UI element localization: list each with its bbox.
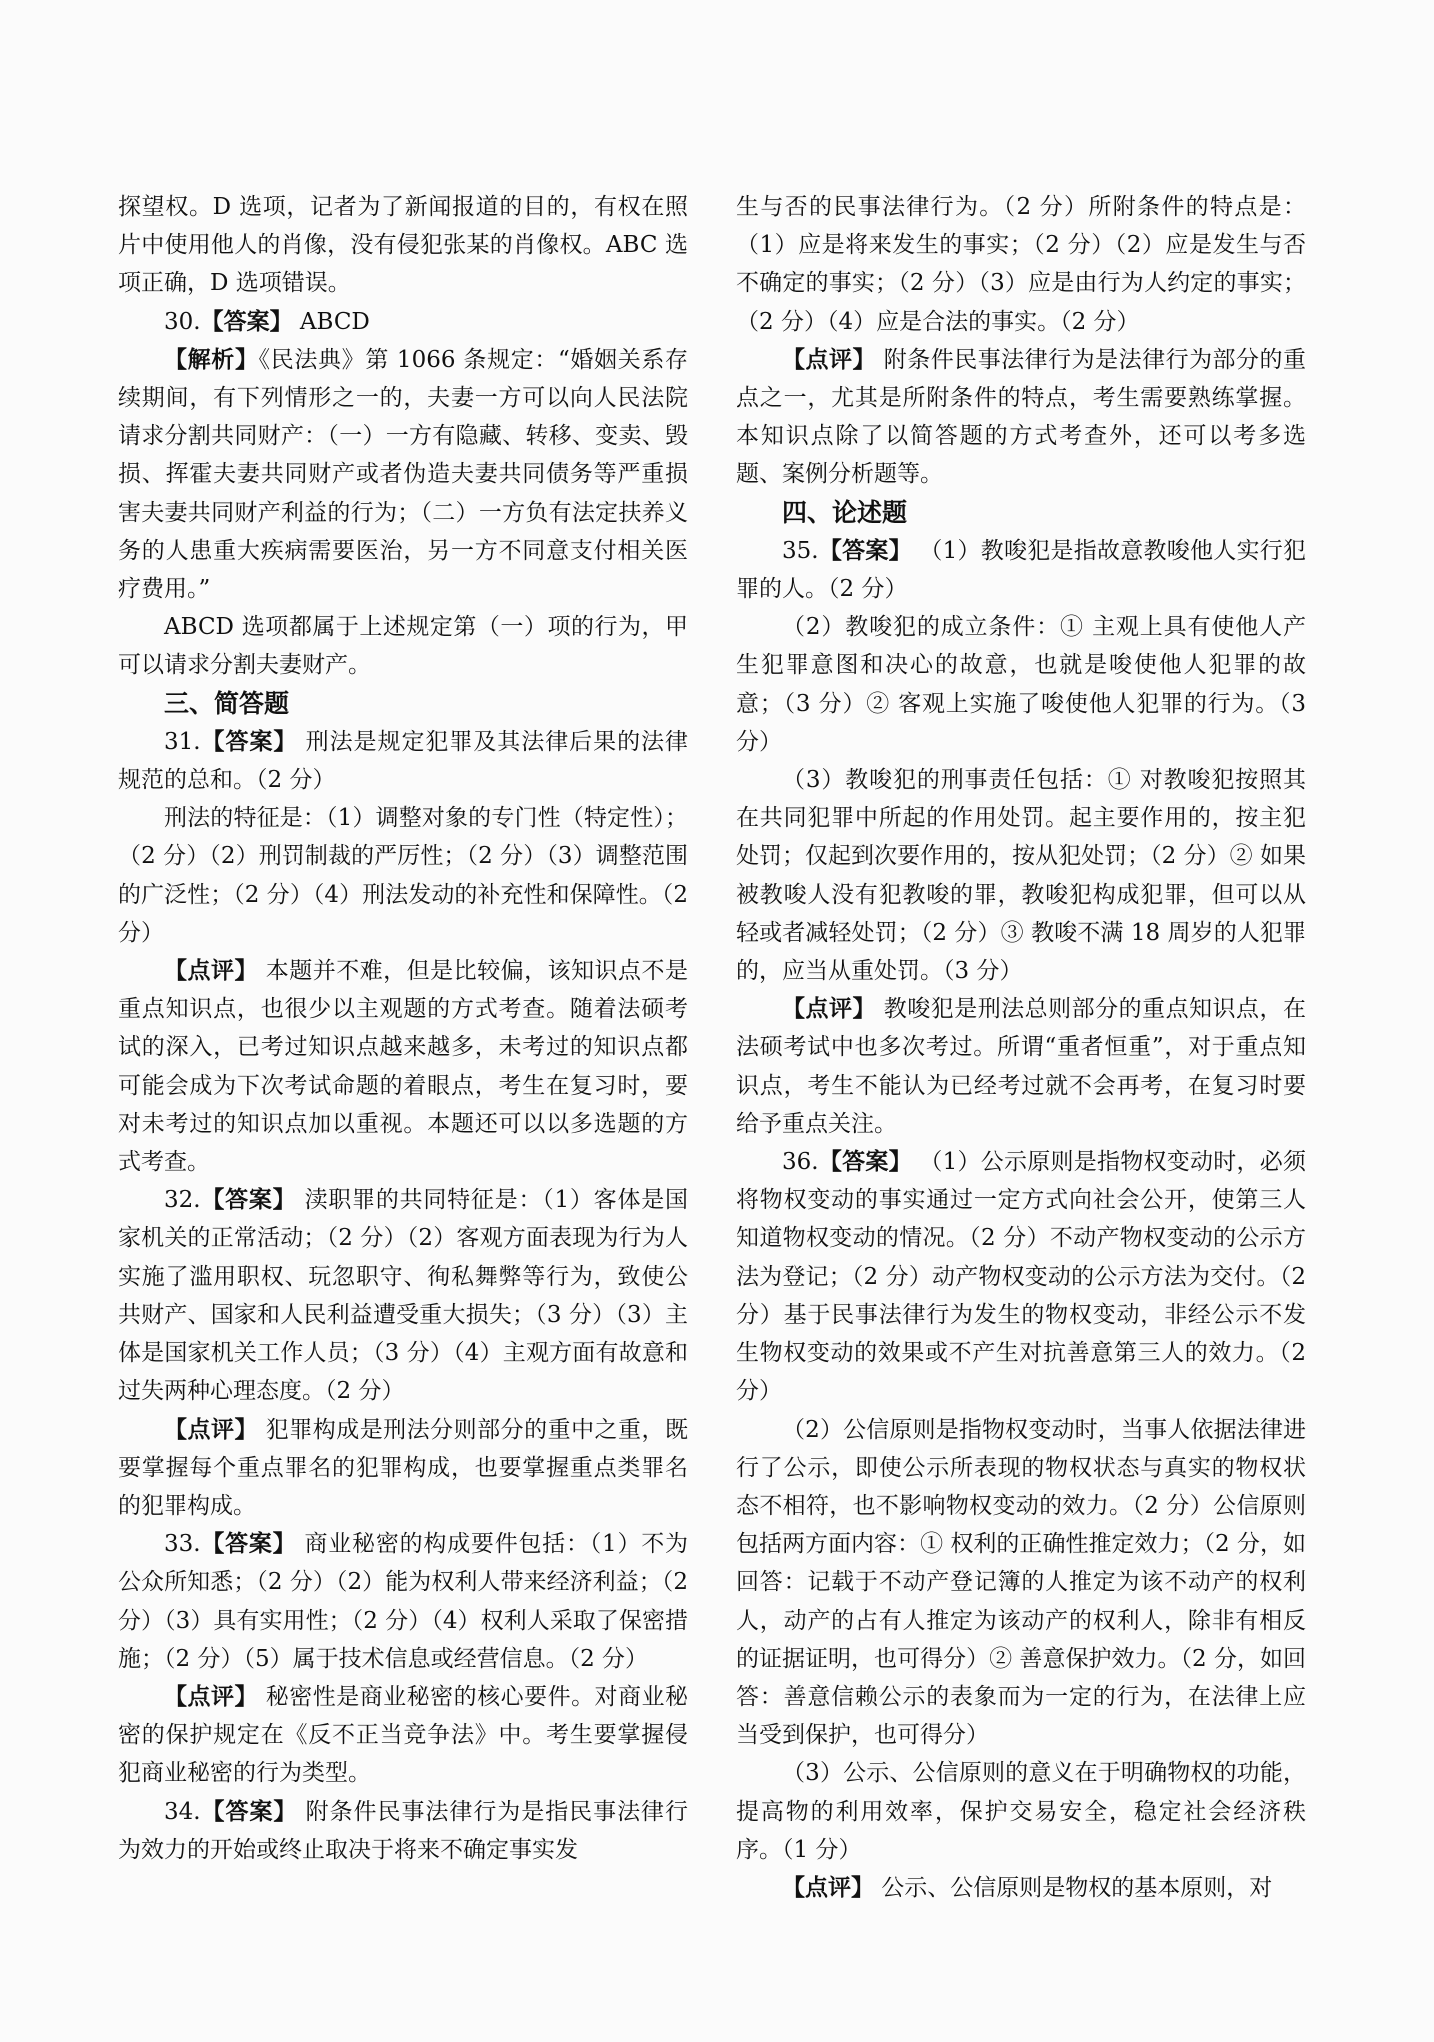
paragraph xyxy=(118,952,688,1181)
paragraph-text: 《民法典》第 1066 条规定：“婚姻关系存续期间，有下列情形之一的，夫妻一方可以向人民法院请求分割共同财产：（一）一方有隐藏、转移、变卖、毁损、挥霍夫妻共同财产或者伪造夫妻共同债务等严重损害夫妻共同财产利益的行为；（二）一方负有法定扶养义务的人患重大疾病需要医治，另一方不同意支付相关医疗费用。” xyxy=(118,346,688,603)
paragraph xyxy=(118,1525,688,1678)
paragraph xyxy=(118,188,688,303)
paragraph xyxy=(118,1411,688,1526)
paragraph-text: 教唆犯是刑法总则部分的重点知识点，在法硕考试中也多次考过。所谓“重者恒重”，对于重点知识点，考生不能认为已经考过就不会再考，在复习时要给予重点关注。 xyxy=(736,996,1307,1137)
question-number: 36. xyxy=(782,1149,819,1176)
answer-tag: 【答案】 xyxy=(818,536,912,564)
answer-tag: 【答案】 xyxy=(200,307,293,335)
paragraph xyxy=(736,608,1306,761)
right-column xyxy=(736,188,1306,1907)
answer-tag: 【点评】 xyxy=(782,995,876,1023)
paragraph xyxy=(736,341,1306,494)
answer-tag: 【点评】 xyxy=(164,957,258,985)
question-number: 32. xyxy=(164,1187,201,1214)
paragraph-text: 公示、公信原则是物权的基本原则，对 xyxy=(874,1874,1273,1901)
answer-tag: 【点评】 xyxy=(782,345,876,373)
paragraph-text: 刑法是规定犯罪及其法律后果的法律规范的总和。（2 分） xyxy=(118,728,689,794)
paragraph-text: 渎职罪的共同特征是：（1）客体是国家机关的正常活动；（2 分）（2）客观方面表现为行为人实施了滥用职权、玩忽职守、徇私舞弊等行为，致使公共财产、国家和人民利益遭受重大损失；（3 分）（3）主体是国家机关工作人员；（3 分）（4）主观方面有故意和过失两种心理态度。（2 分） xyxy=(118,1187,688,1405)
paragraph-text: 本题并不难，但是比较偏，该知识点不是重点知识点，也很少以主观题的方式考查。随着法硕考试的深入，已考过知识点越来越多，未考过的知识点都可能会成为下次考试命题的着眼点，考生在复习时，要对未考过的知识点加以重视。本题还可以以多选题的方式考查。 xyxy=(118,958,689,1176)
paragraph xyxy=(736,761,1306,990)
paragraph xyxy=(736,188,1306,341)
paragraph xyxy=(118,341,688,608)
paragraph xyxy=(118,799,688,952)
question-number: 35. xyxy=(782,537,819,564)
question-number: 34. xyxy=(164,1798,201,1825)
question-number: 31. xyxy=(164,728,201,755)
paragraph xyxy=(118,723,688,799)
answer-tag: 【答案】 xyxy=(200,1797,298,1825)
answer-tag: 【答案】 xyxy=(200,727,298,755)
paragraph xyxy=(736,1869,1306,1907)
paragraph-text: （3）公示、公信原则的意义在于明确物权的功能，提高物的利用效率，保护交易安全，稳定社会经济秩序。（1 分） xyxy=(736,1760,1306,1863)
answer-tag: 【答案】 xyxy=(200,1186,297,1214)
paragraph-text: 探望权。D 选项，记者为了新闻报道的目的，有权在照片中使用他人的肖像，没有侵犯张某的肖像权。ABC 选项正确，D 选项错误。 xyxy=(118,194,688,297)
paragraph-text: ABCD 选项都属于上述规定第（一）项的行为，甲可以请求分割夫妻财产。 xyxy=(118,614,688,679)
paragraph-text: 刑法的特征是：（1）调整对象的专门性（特定性）；（2 分）（2）刑罚制裁的严厉性；（2 分）（3）调整范围的广泛性；（2 分）（4）刑法发动的补充性和保障性。（2 分） xyxy=(118,805,688,946)
answer-tag: 【点评】 xyxy=(164,1415,258,1443)
paragraph-text: （2）教唆犯的成立条件：① 主观上具有使他人产生犯罪意图和决心的故意，也就是唆使他人犯罪的故意；（3 分）② 客观上实施了唆使他人犯罪的行为。（3 分） xyxy=(736,614,1306,755)
paragraph-text: 生与否的民事法律行为。（2 分）所附条件的特点是：（1）应是将来发生的事实；（2 分）（2）应是发生与否不确定的事实；（2 分）（3）应是由行为人约定的事实；（2 分）（4）应是合法的事实。（2 分） xyxy=(736,194,1306,335)
answer-tag: 【点评】 xyxy=(782,1873,874,1901)
paragraph-text: 附条件民事法律行为是指民事法律行为效力的开始或终止取决于将来不确定事实发 xyxy=(118,1798,689,1863)
paragraph xyxy=(736,1754,1306,1869)
answer-tag: 【解析】 xyxy=(164,345,259,373)
left-column xyxy=(118,188,688,1869)
section-heading: 四、论述题 xyxy=(782,497,908,527)
paragraph-text: 附条件民事法律行为是法律行为部分的重点之一，尤其是所附条件的特点，考生需要熟练掌握。本知识点除了以简答题的方式考查外，还可以考多选题、案例分析题等。 xyxy=(736,346,1307,488)
paragraph-text: （1）公示原则是指物权变动时，必须将物权变动的事实通过一定方式向社会公开，使第三人知道物权变动的情况。（2 分）不动产物权变动的公示方法为登记；（2 分）动产物权变动的公示方法为交付。（2 分）基于民事法律行为发生的物权变动，非经公示不发生物权变动的效果或不产生对抗善意第三人的效力。（2 分） xyxy=(736,1149,1306,1405)
paragraph-text: 犯罪构成是刑法分则部分的重中之重，既要掌握每个重点罪名的犯罪构成，也要掌握重点类罪名的犯罪构成。 xyxy=(118,1416,689,1519)
paragraph xyxy=(736,532,1306,608)
paragraph xyxy=(736,990,1306,1143)
paragraph-text: ABCD xyxy=(292,308,370,335)
paragraph xyxy=(118,1793,688,1869)
section-heading: 三、简答题 xyxy=(164,688,290,718)
paragraph xyxy=(736,1411,1306,1755)
paragraph-text: （1）教唆犯是指故意教唆他人实行犯罪的人。（2 分） xyxy=(736,537,1306,603)
paragraph-text: 商业秘密的构成要件包括：（1）不为公众所知悉；（2 分）（2）能为权利人带来经济利益；（2 分）（3）具有实用性；（2 分）（4）权利人采取了保密措施；（2 分）（5）属于技术信息或经营信息。（2 分） xyxy=(118,1531,688,1672)
paragraph-text: 秘密性是商业秘密的核心要件。对商业秘密的保护规定在《反不正当竞争法》中。考生要掌握侵犯商业秘密的行为类型。 xyxy=(118,1683,689,1787)
paragraph-text: （3）教唆犯的刑事责任包括：① 对教唆犯按照其在共同犯罪中所起的作用处罚。起主要作用的，按主犯处罚；仅起到次要作用的，按从犯处罚；（2 分）② 如果被教唆人没有犯教唆的罪，教唆犯构成犯罪，但可以从轻或者减轻处罚；（2 分）③ 教唆不满 18 周岁的人犯罪的，应当从重处罚。（3 分） xyxy=(736,767,1306,985)
answer-tag: 【答案】 xyxy=(818,1148,912,1176)
paragraph xyxy=(118,1678,688,1793)
answer-tag: 【点评】 xyxy=(164,1682,258,1710)
paragraph xyxy=(118,303,688,341)
paragraph-text: （2）公信原则是指物权变动时，当事人依据法律进行了公示，即使公示所表现的物权状态与真实的物权状态不相符，也不影响物权变动的效力。（2 分）公信原则包括两方面内容：① 权利的正确性推定效力；（2 分，如回答：记载于不动产登记簿的人推定为该不动产的权利人，动产的占有人推定为该动产的权利人，除非有相反的证据证明，也可得分）② 善意保护效力。（2 分，如回答：善意信赖公示的表象而为一定的行为，在法律上应当受到保护，也可得分） xyxy=(736,1416,1306,1749)
paragraph xyxy=(118,1181,688,1410)
paragraph xyxy=(118,608,688,684)
question-number: 33. xyxy=(164,1531,201,1558)
answer-tag: 【答案】 xyxy=(200,1530,297,1558)
question-number: 30. xyxy=(164,308,201,335)
paragraph xyxy=(736,1143,1306,1410)
